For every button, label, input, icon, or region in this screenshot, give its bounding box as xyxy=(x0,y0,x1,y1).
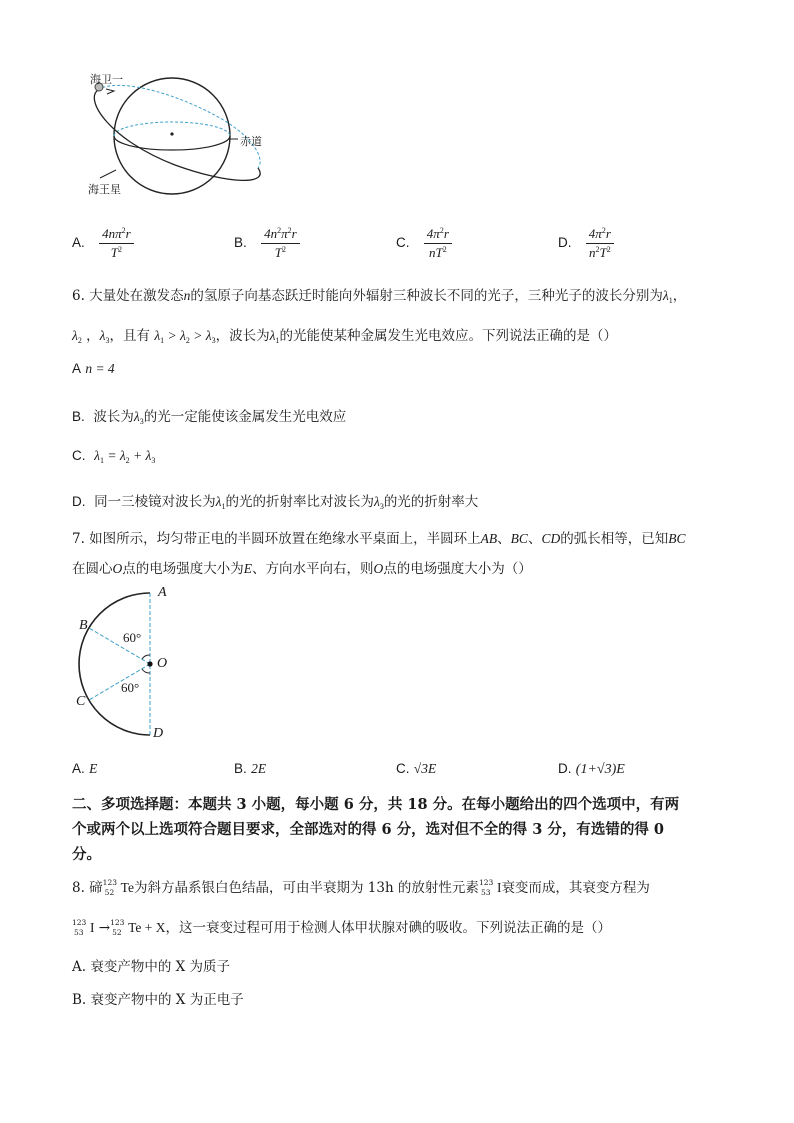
q8-text: 为斜方晶系银白色结晶，可由半衰期为 13h 的放射性元素 xyxy=(133,880,479,896)
orbit-arrow xyxy=(106,89,114,94)
q6-text: 6. 大量处在激发态 xyxy=(72,288,184,304)
option-letter: C. xyxy=(396,761,410,776)
option-letter: B. xyxy=(234,761,247,776)
neptune-pointer xyxy=(100,170,116,178)
option-letter: B. xyxy=(234,235,247,250)
option-text: 同一三棱镜对波长为 xyxy=(94,494,216,510)
q7-stem-line2 xyxy=(72,557,532,577)
planet-center-dot xyxy=(170,132,173,135)
point-b-label: B xyxy=(79,618,88,633)
q8-text: ，这一衰变过程可用于检测人体甲状腺对碘的吸收。下列说法正确的是（） xyxy=(165,920,612,936)
orbit-back xyxy=(98,85,260,168)
q8-text: 衰变而成，其衰变方程为 xyxy=(501,880,650,896)
semicircle-figure xyxy=(70,585,190,745)
q7-e: E xyxy=(243,561,252,576)
option-letter: A. xyxy=(72,761,85,776)
q7-ab: AB xyxy=(480,531,498,546)
q6-stem-line2: $\lambda_2$ ，$\lambda_3$，且有 $\lambda_1 > \lambda_2 > \lambda_3$，波长为$\lambda_1$的光能使某种金属发生光电效应。下列说法正确的是（） xyxy=(72,328,617,345)
section2-line1: 二、多项选择题：本题共 3 小题，每小题 6 分，共 18 分。在每小题给出的四个选项中，有两 xyxy=(72,796,680,813)
neptune-label: 海王星 xyxy=(88,183,121,196)
q7-text: 点的电场强度大小为（） xyxy=(383,561,532,577)
q7-o: O xyxy=(373,561,384,576)
q8-option-b[interactable]: B. 衰变产物中的 X 为正电子 xyxy=(72,992,244,1008)
q6-stem-line1: 6. 大量处在激发态n的氢原子向基态跃迁时能向外辐射三种波长不同的光子，三种光子的波长分别为$\lambda_1$， xyxy=(72,288,687,305)
arrow-icon: → xyxy=(98,920,111,936)
center-dot xyxy=(147,661,152,666)
angle-arc-bottom xyxy=(142,669,150,673)
point-d-label: D xyxy=(153,726,164,741)
option-value: √3E xyxy=(413,761,437,776)
angle-bottom-label: 60° xyxy=(121,680,140,695)
option-text: 波长为 xyxy=(93,409,134,425)
option-text: n = 4 xyxy=(85,361,115,376)
q7-option-c[interactable] xyxy=(396,761,436,777)
option-fraction: $\frac{4n\pi^2r}{T^2}$ xyxy=(99,226,134,261)
i-symbol: I xyxy=(90,920,95,935)
q8-option-a[interactable]: A. 衰变产物中的 X 为质子 xyxy=(72,959,231,975)
q5-option-a[interactable] xyxy=(72,226,134,261)
option-text: 的光的折射率比对波长为 xyxy=(225,494,374,510)
q7-bc: BC xyxy=(510,531,528,546)
q7-text: 、方向水平向右，则 xyxy=(252,561,374,577)
radius-oc xyxy=(89,664,150,700)
option-letter: D. xyxy=(558,761,572,776)
q7-stem-line1: 7. 如图所示，均匀带正电的半圆环放置在绝缘水平桌面上，半圆环上AB、BC、CD的弧长相等，已知BC xyxy=(72,531,686,547)
equation-rest: Te + X xyxy=(128,920,166,935)
q7-text: 7. 如图所示，均匀带正电的半圆环放置在绝缘水平桌面上，半圆环上 xyxy=(72,531,481,547)
option-letter: A. xyxy=(72,235,85,250)
option-letter: C. xyxy=(72,448,86,463)
q8-text: 8. 碲 xyxy=(72,880,103,896)
q5-options xyxy=(72,220,752,260)
angle-top-label: 60° xyxy=(123,630,142,645)
i-isotope: 123 53 xyxy=(478,877,494,897)
equator-label: 赤道 xyxy=(240,135,262,148)
q7-text: 点的电场强度大小为 xyxy=(122,561,244,577)
q5-option-c[interactable] xyxy=(396,226,452,261)
option-letter: D. xyxy=(558,235,572,250)
q5-option-d[interactable] xyxy=(558,226,614,261)
q8-stem-line1 xyxy=(72,876,650,896)
q6-option-a[interactable] xyxy=(72,361,115,377)
i-isotope: 123 53 xyxy=(72,917,87,937)
option-text: 的光的折射率大 xyxy=(383,494,479,510)
te-isotope: 123 52 xyxy=(102,877,117,897)
q6-n: n xyxy=(183,288,191,303)
q6-option-d[interactable]: D. 同一三棱镜对波长为$\lambda_1$的光的折射率比对波长为$\lambda_3$的光的折射率大 xyxy=(72,494,479,511)
semicircle-arc xyxy=(79,593,150,735)
q7-option-b[interactable] xyxy=(234,761,266,777)
q6-text: ，且有 xyxy=(109,328,151,344)
q7-text: 在圆心 xyxy=(72,561,113,577)
option-value: 2E xyxy=(251,761,267,776)
satellite-label: 海卫一 xyxy=(90,73,123,86)
q7-o: O xyxy=(112,561,123,576)
option-value: (1+√3)E xyxy=(575,762,625,777)
q7-option-d[interactable] xyxy=(558,761,625,778)
q7-cd: CD xyxy=(541,531,561,546)
q6-text: 的氢原子向基态跃迁时能向外辐射三种波长不同的光子，三种光子的波长分别为 xyxy=(190,288,663,304)
q7-text: 的弧长相等，已知 xyxy=(560,531,669,547)
section2-line3: 分。 xyxy=(72,846,101,863)
point-a-label: A xyxy=(158,585,167,600)
option-fraction: $\frac{4\pi^2r}{nT^2}$ xyxy=(424,226,452,261)
q6-text: ，波长为 xyxy=(215,328,270,344)
q7-option-a[interactable] xyxy=(72,761,97,777)
te-isotope: 123 52 xyxy=(110,917,125,937)
q6-option-c[interactable] xyxy=(72,448,155,465)
option-value: E xyxy=(89,761,98,776)
option-letter: D. xyxy=(72,494,86,509)
i-symbol: I xyxy=(496,880,502,895)
q7-bc: BC xyxy=(668,531,686,546)
q6-option-b[interactable]: B. 波长为$\lambda_3$的光一定能使该金属发生光电效应 xyxy=(72,409,347,426)
q6-text: 的光能使某种金属发生光电效应。下列说法正确的是（） xyxy=(279,328,617,344)
option-letter: A xyxy=(72,361,82,376)
q5-option-b[interactable] xyxy=(234,226,300,261)
q8-stem-line2 xyxy=(72,916,611,936)
option-letter: B. xyxy=(72,409,85,424)
point-c-label: C xyxy=(76,694,86,709)
point-o-label: O xyxy=(157,656,168,671)
option-text: 的光一定能使该金属发生光电效应 xyxy=(143,409,347,425)
option-fraction: $\frac{4\pi^2r}{n^2T^2}$ xyxy=(586,226,614,261)
option-fraction: $\frac{4n^2\pi^2r}{T^2}$ xyxy=(261,226,300,261)
te-symbol: Te xyxy=(120,880,134,895)
section2-line2: 个或两个以上选项符合题目要求，全部选对的得 6 分，选对但不全的得 3 分，有选错的得 0 xyxy=(72,821,665,838)
orbit-front xyxy=(94,90,260,180)
option-letter: C. xyxy=(396,235,410,250)
angle-arc-top xyxy=(142,655,150,659)
option-text: $\lambda_1 = \lambda_2 + \lambda_3$ xyxy=(94,448,156,465)
